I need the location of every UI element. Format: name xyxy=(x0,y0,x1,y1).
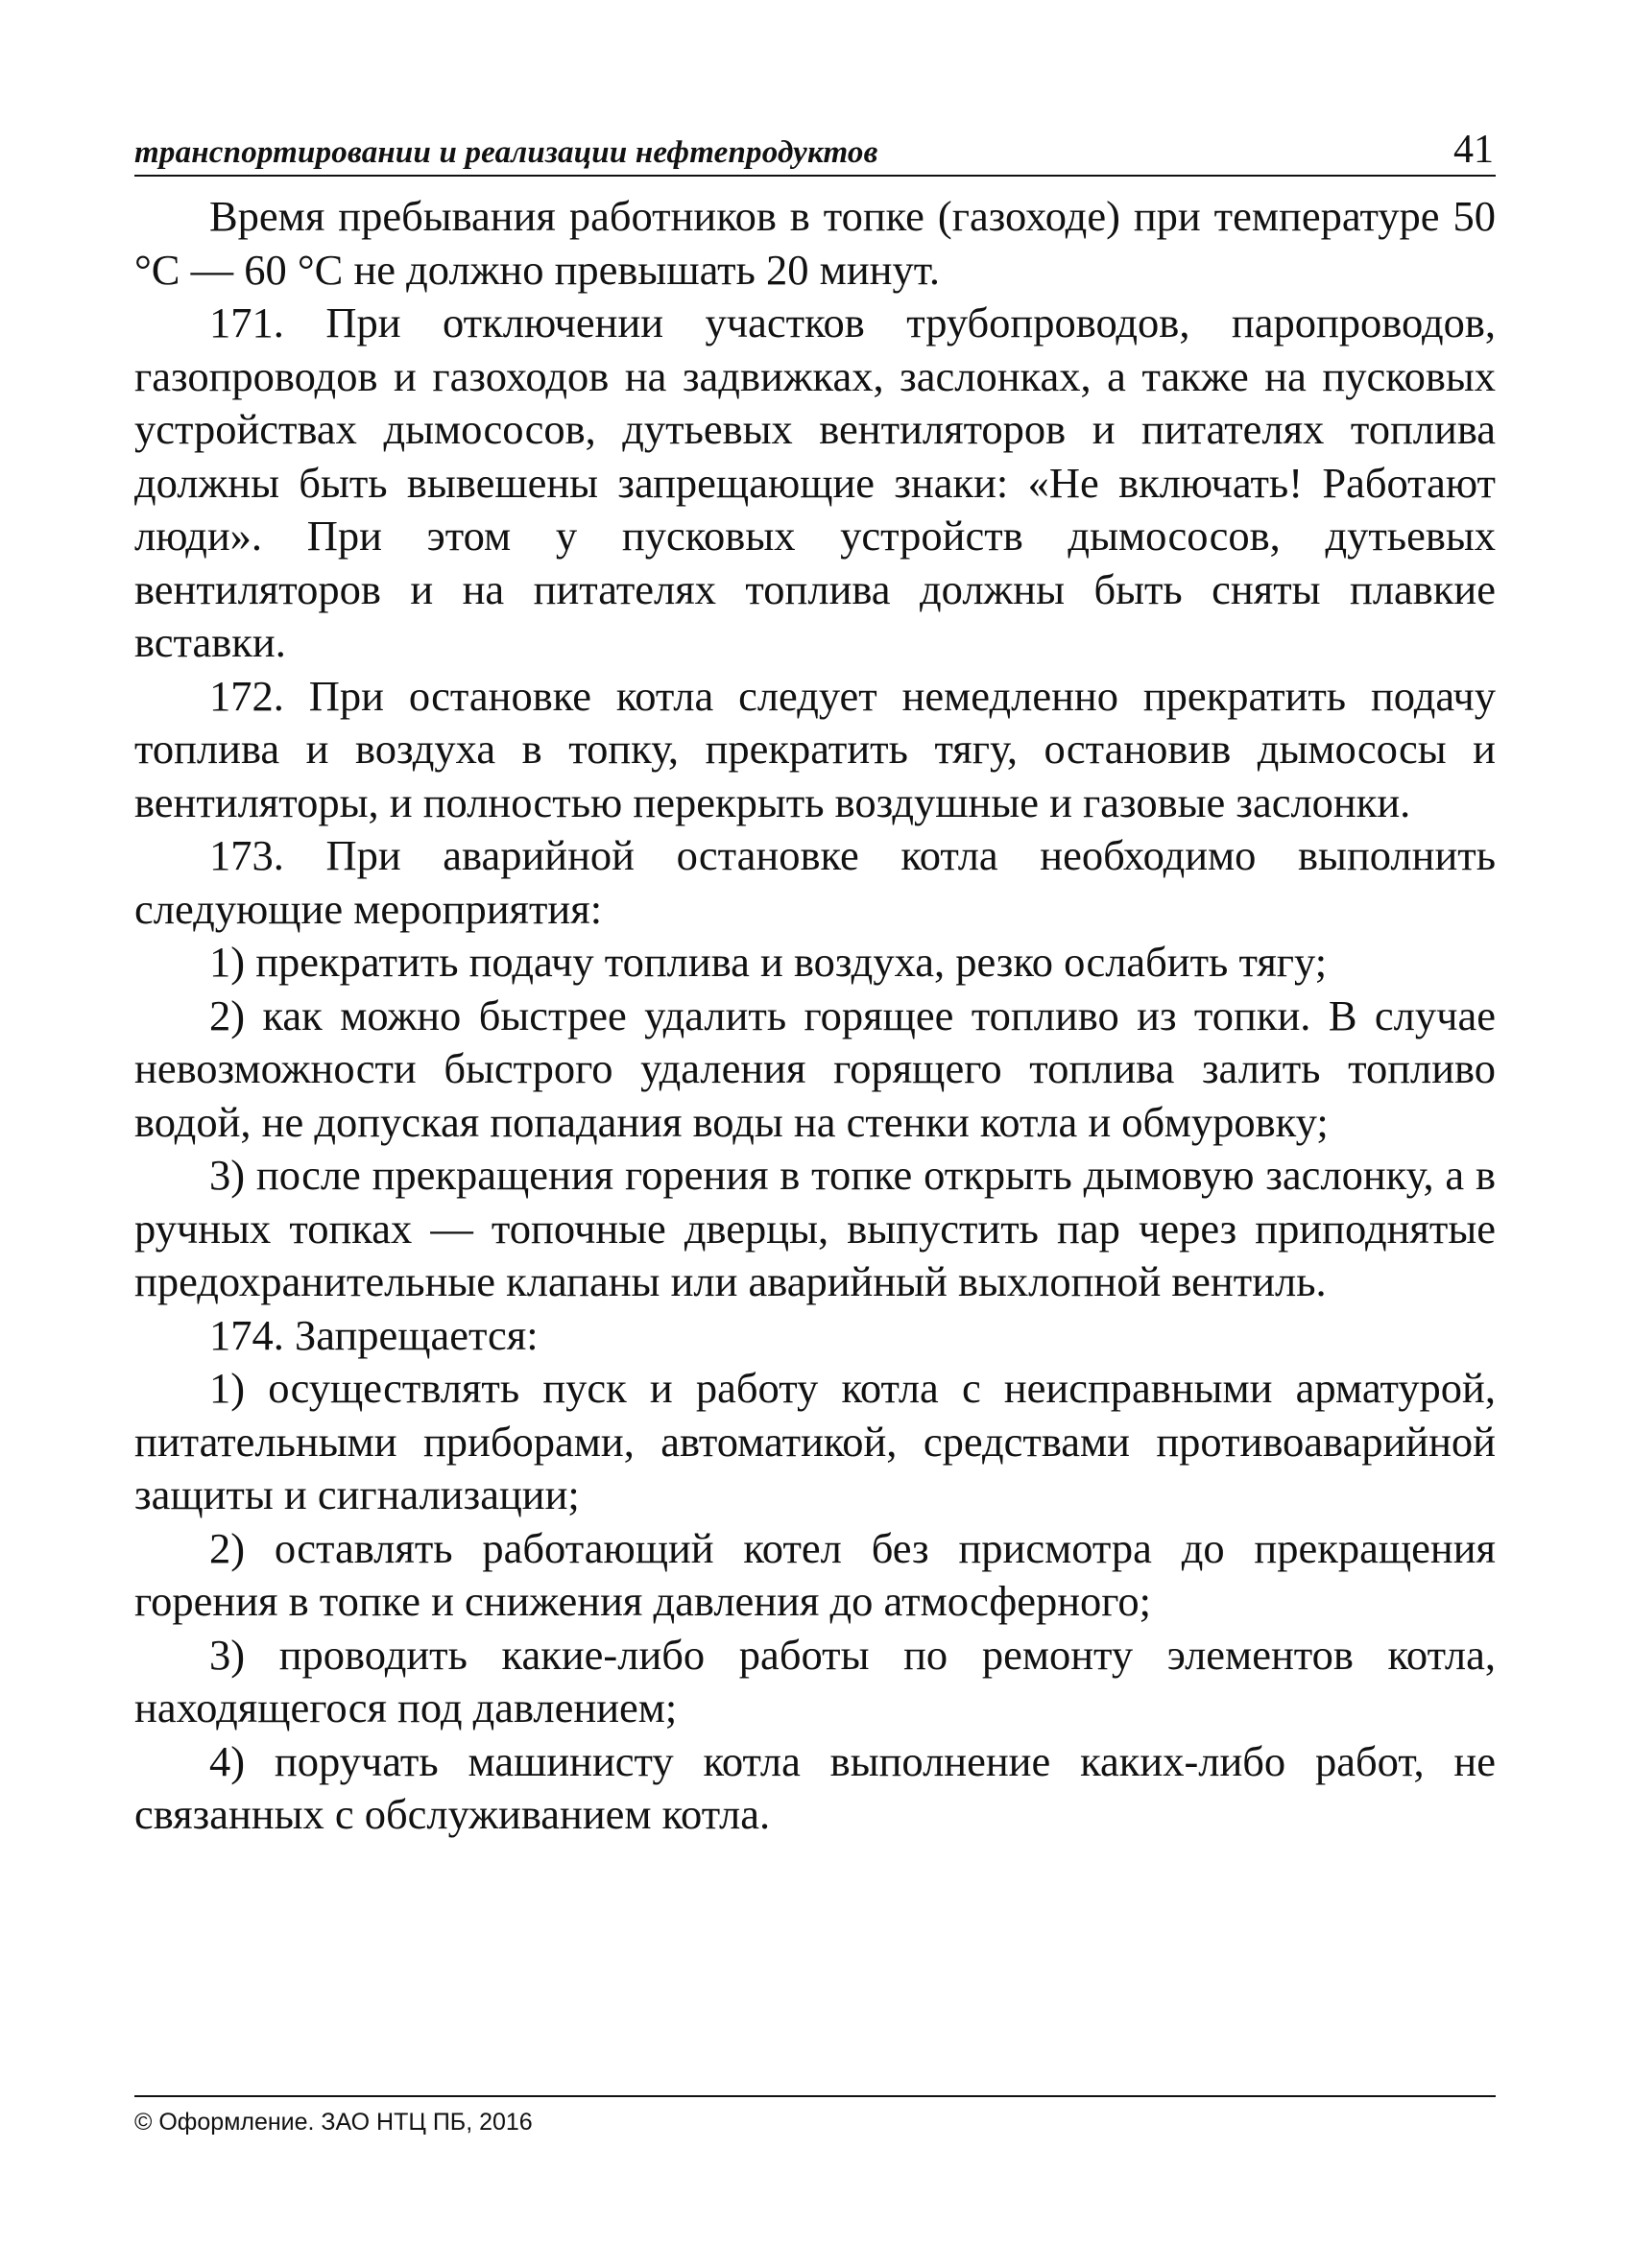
paragraph-173: 173. При аварийной остановке котла необходимо выполнить следующие мероприятия: xyxy=(134,831,1496,933)
list-item: 3) проводить какие-либо работы по ремонту элементов котла, находящегося под давлением; xyxy=(134,1630,1496,1731)
paragraph-171: 171. При отключении участков трубопроводов, паропроводов, газопроводов и газоходов на задвижках, заслонках, а также на пусковых устройствах дымососов, дутьевых вентиляторов и питателях топлива должны быть вывешены запрещающие знаки: «Не включать! Работают люди». При этом у пусковых устройств дымососов, дутьевых вентиляторов и на питателях топлива должны быть сняты плавкие вставки. xyxy=(134,298,1496,666)
list-item: 4) поручать машинисту котла выполнение каких-либо работ, не связанных с обслуживанием котла. xyxy=(134,1736,1496,1838)
running-title: транспортировании и реализации нефтепродуктов xyxy=(134,135,878,170)
body-text xyxy=(134,190,1496,1842)
paragraph: Время пребывания работников в топке (газоходе) при температуре 50 °С — 60 °С не должно превышать 20 минут. xyxy=(134,192,1496,294)
document-page xyxy=(134,125,1496,1842)
page-number: 41 xyxy=(1453,128,1494,172)
list-item: 1) прекратить подачу топлива и воздуха, резко ослабить тягу; xyxy=(209,938,1328,986)
paragraph-174: 174. Запрещается: xyxy=(209,1310,539,1359)
paragraph-172: 172. При остановке котла следует немедленно прекратить подачу топлива и воздуха в топку, прекратить тягу, остановив дымососы и вентиляторы, и полностью перекрыть воздушные и газовые заслонки. xyxy=(134,671,1496,826)
copyright-text: © Оформление. ЗАО НТЦ ПБ, 2016 xyxy=(134,2109,533,2136)
page-footer xyxy=(134,2095,1496,2137)
list-item: 3) после прекращения горения в топке открыть дымовую заслонку, а в ручных топках — топочные дверцы, выпустить пар через приподнятые предохранительные клапаны или аварийный выхлопной вентиль. xyxy=(134,1151,1496,1305)
list-item: 1) осуществлять пуск и работу котла с неисправными арматурой, питательными приборами, автоматикой, средствами противоаварийной защиты и сигнализации; xyxy=(134,1364,1496,1518)
list-item: 2) как можно быстрее удалить горящее топливо из топки. В случае невозможности быстрого удаления горящего топлива залить топливо водой, не допуская попадания воды на стенки котла и обмуровку; xyxy=(134,991,1496,1146)
running-header xyxy=(134,125,1496,177)
list-item: 2) оставлять работающий котел без присмотра до прекращения горения в топке и снижения давления до атмосферного; xyxy=(134,1523,1496,1625)
